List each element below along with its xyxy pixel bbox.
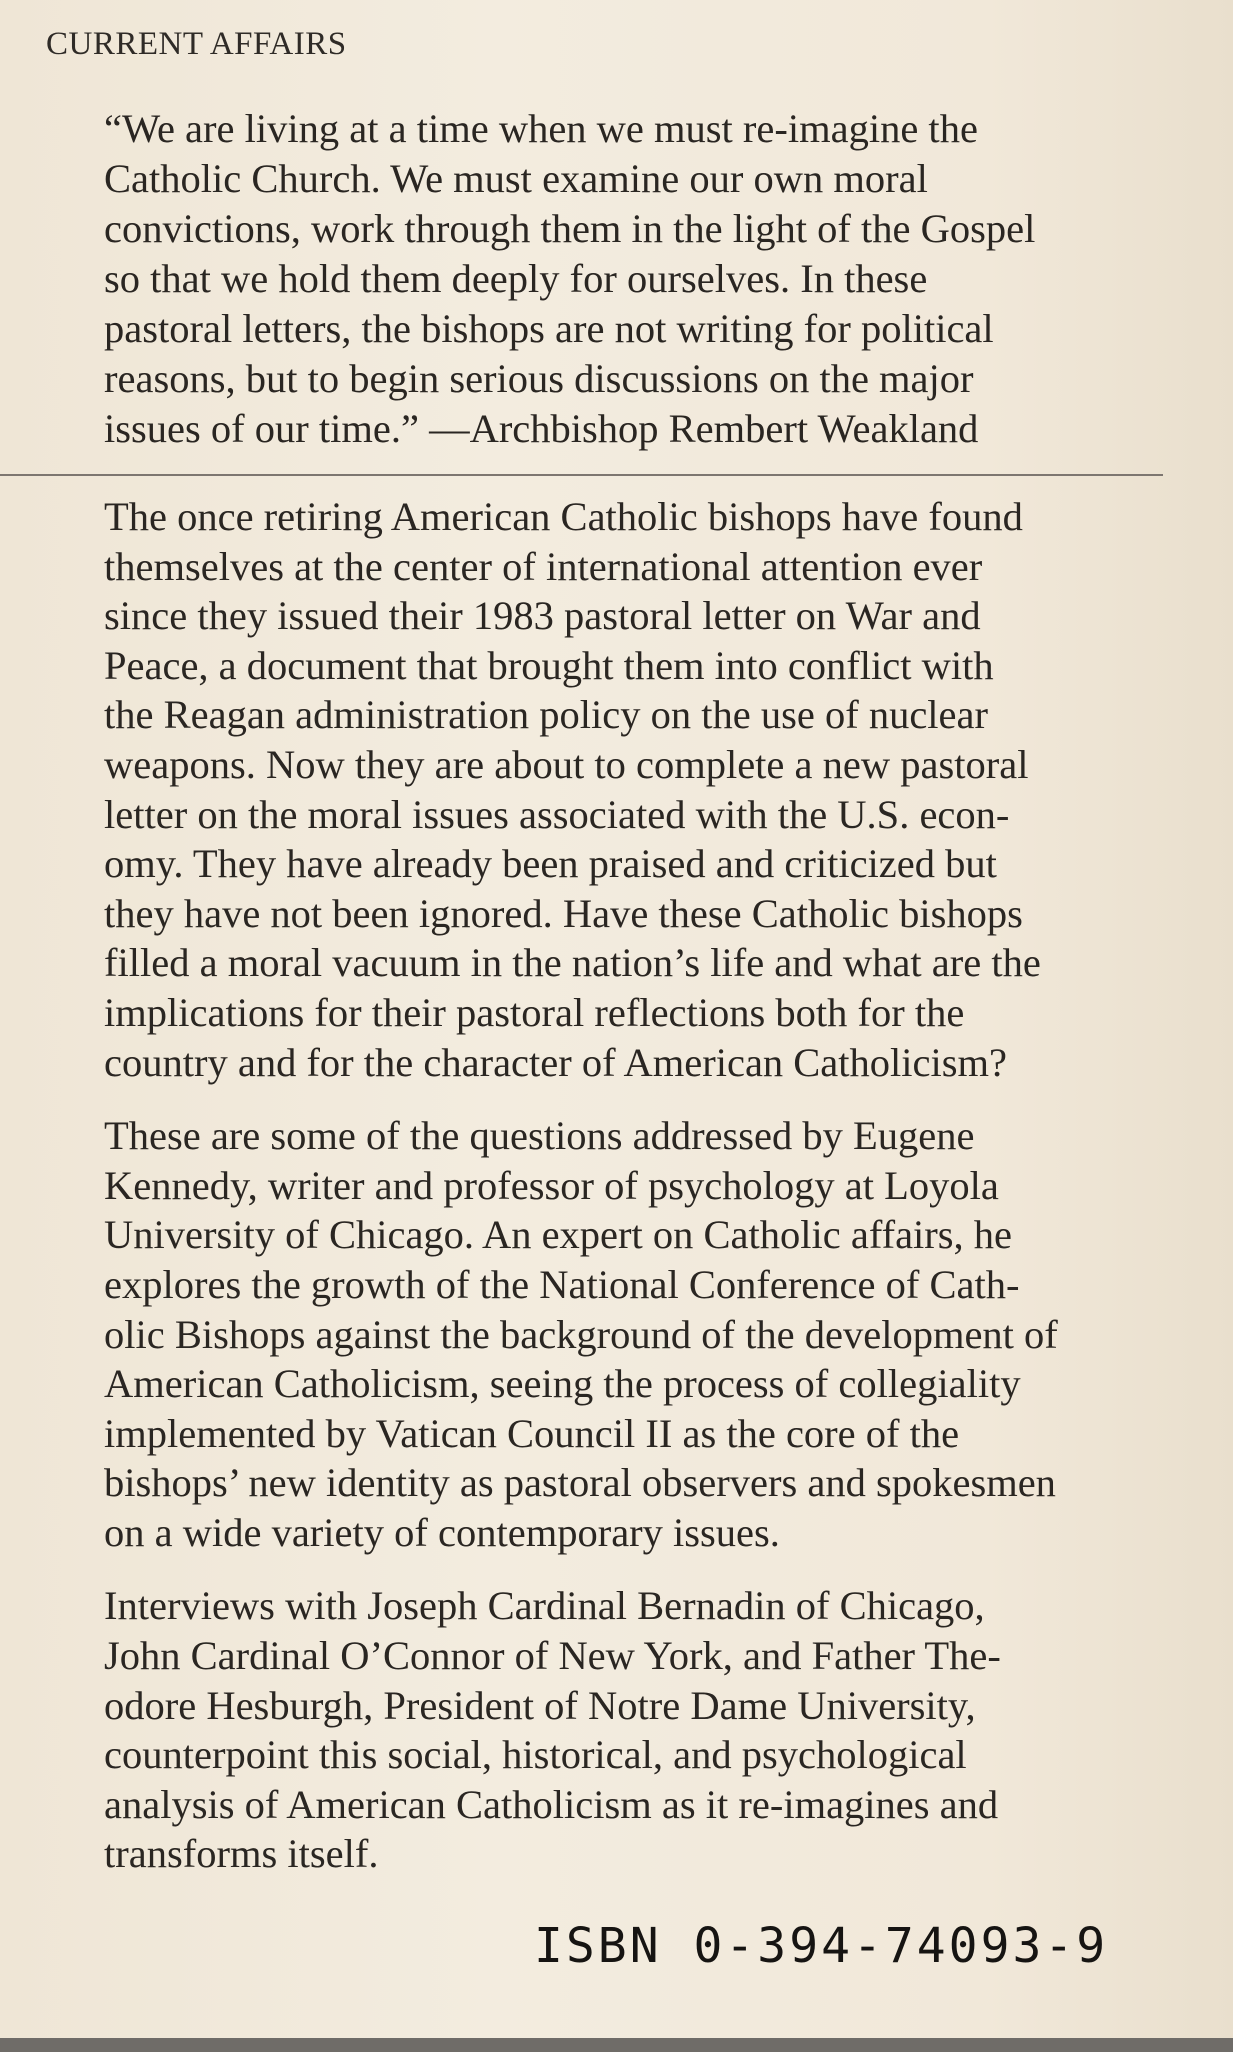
paragraph-1 [104, 492, 1194, 1087]
text-line: omy. They have already been praised and criticized but [104, 841, 997, 887]
text-line: bishops’ new identity as pastoral observers and spokesmen [104, 1460, 1056, 1506]
text-line: olic Bishops against the background of the development of [104, 1311, 1058, 1357]
text-line: since they issued their 1983 pastoral letter on War and [104, 593, 981, 639]
quote-paragraph [104, 104, 1184, 454]
epigraph-quote [104, 104, 1184, 454]
isbn-number: ISBN 0-394-74093-9 [534, 1918, 1109, 1974]
text-line: University of Chicago. An expert on Catholic affairs, he [104, 1212, 1013, 1258]
quote-line: Catholic Church. We must examine our own moral [104, 156, 928, 201]
paragraph-2 [104, 1111, 1194, 1557]
text-line: explores the growth of the National Conference of Cath- [104, 1261, 1020, 1307]
quote-line: pastoral letters, the bishops are not writing for political [104, 306, 994, 351]
quote-line: reasons, but to begin serious discussions on the major [104, 356, 974, 401]
text-line: letter on the moral issues associated with the U.S. econ- [104, 791, 1010, 837]
text-line: Kennedy, writer and professor of psychology at Loyola [104, 1162, 999, 1208]
text-line: analysis of American Catholicism as it re-imagines and [104, 1781, 999, 1827]
text-line: they have not been ignored. Have these Catholic bishops [104, 890, 1023, 936]
text-line: American Catholicism, seeing the process of collegiality [104, 1361, 1021, 1407]
quote-line: “We are living at a time when we must re-imagine the [104, 106, 978, 151]
description-body [104, 492, 1194, 1903]
text-line: implications for their pastoral reflections both for the [104, 989, 965, 1035]
text-line: odore Hesburgh, President of Notre Dame University, [104, 1682, 976, 1728]
text-line: weapons. Now they are about to complete a new pastoral [104, 741, 1029, 787]
paragraph-3 [104, 1581, 1194, 1879]
text-line: transforms itself. [104, 1831, 379, 1877]
quote-line: issues of our time.” —Archbishop Rembert Weakland [104, 406, 979, 451]
text-line: implemented by Vatican Council II as the core of the [104, 1410, 960, 1456]
text-line: the Reagan administration policy on the use of nuclear [104, 692, 988, 738]
divider-rule [0, 474, 1163, 476]
text-line: themselves at the center of international attention ever [104, 543, 983, 589]
page-bottom-edge [0, 2038, 1233, 2052]
text-line: on a wide variety of contemporary issues. [104, 1509, 780, 1555]
quote-line: so that we hold them deeply for ourselves. In these [104, 256, 928, 301]
text-line: John Cardinal O’Connor of New York, and Father The- [104, 1633, 1001, 1679]
text-line: country and for the character of American Catholicism? [104, 1039, 1008, 1085]
text-line: counterpoint this social, historical, and psychological [104, 1732, 967, 1778]
quote-line: convictions, work through them in the light of the Gospel [104, 206, 1036, 251]
text-line: Peace, a document that brought them into conflict with [104, 642, 994, 688]
text-line: filled a moral vacuum in the nation’s life and what are the [104, 940, 1041, 986]
text-line: These are some of the questions addressed by Eugene [104, 1113, 975, 1159]
category-label: CURRENT AFFAIRS [46, 26, 347, 62]
text-line: Interviews with Joseph Cardinal Bernadin of Chicago, [104, 1583, 985, 1629]
text-line: The once retiring American Catholic bishops have found [104, 494, 1023, 539]
